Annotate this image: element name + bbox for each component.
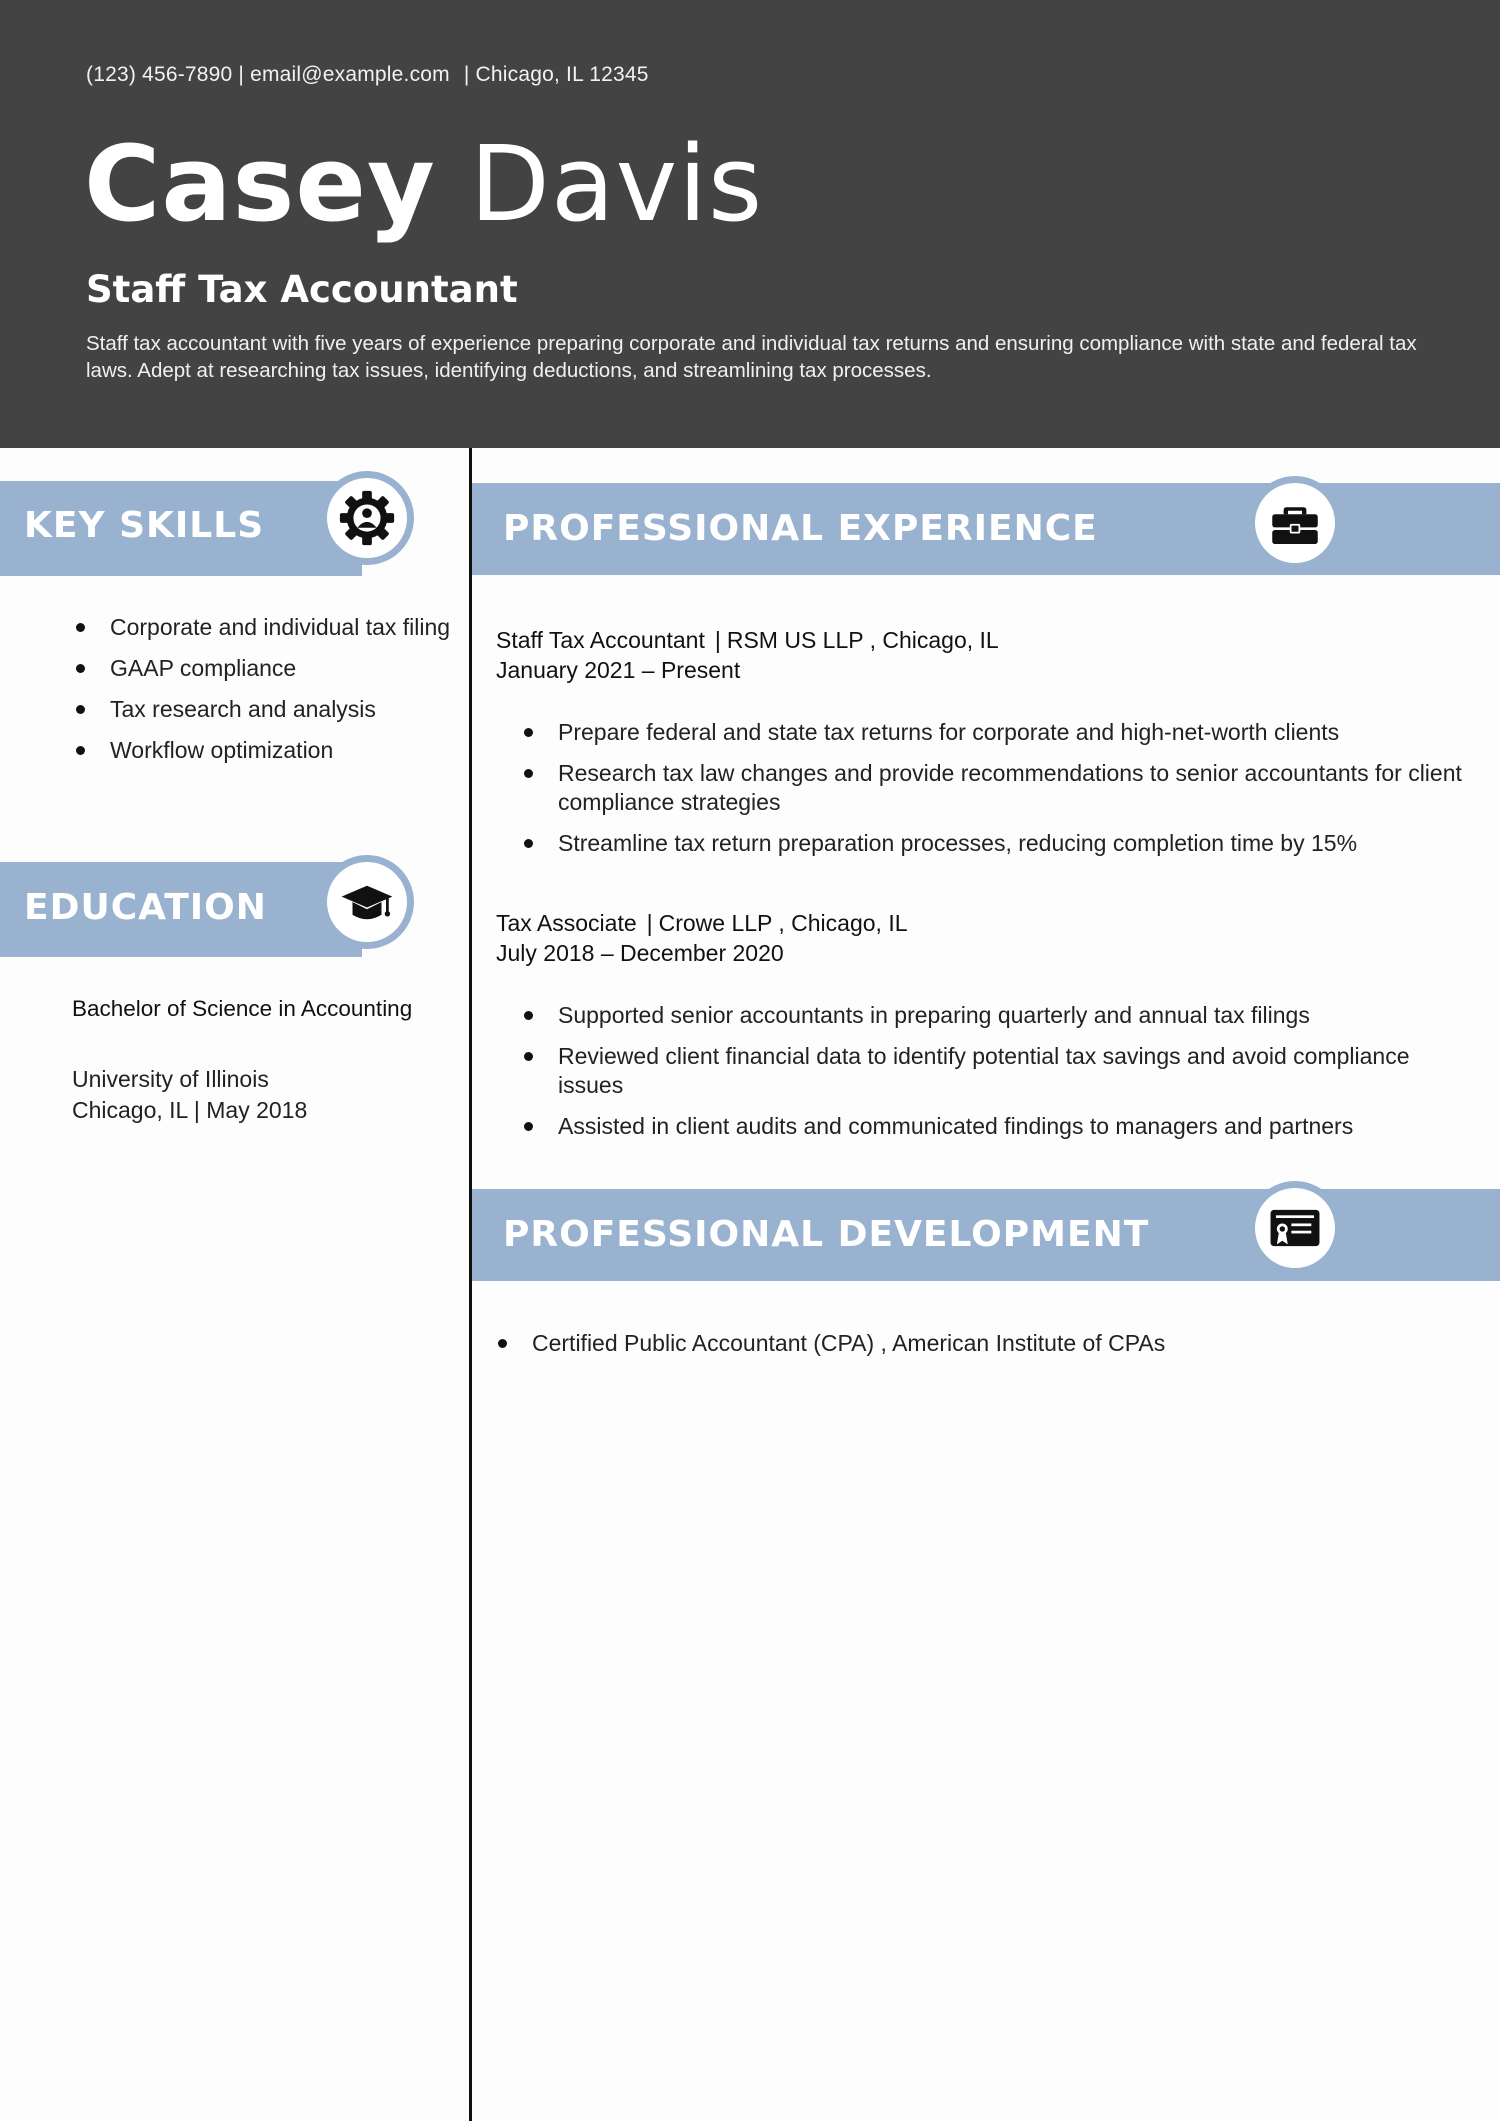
gear-person-icon <box>327 478 407 558</box>
job-header <box>496 625 999 655</box>
job-title: Staff Tax Accountant <box>86 268 518 311</box>
job-company: RSM US LLP , Chicago, IL <box>726 627 999 653</box>
separator: | <box>714 627 721 653</box>
job-dates: July 2018 – December 2020 <box>496 940 784 966</box>
skills-heading: KEY SKILLS <box>24 505 265 546</box>
separator: | <box>646 910 653 936</box>
education-location-date: Chicago, IL | May 2018 <box>72 1097 308 1123</box>
list-item: Streamline tax return preparation processes, reducing completion time by 15% <box>520 829 1480 858</box>
graduation-cap-icon <box>327 862 407 942</box>
skills-icon-badge <box>320 471 414 565</box>
list-item: GAAP compliance <box>72 653 452 683</box>
development-icon-badge <box>1248 1181 1342 1275</box>
resume-header <box>0 0 1500 448</box>
job-dates: January 2021 – Present <box>496 657 741 683</box>
contact-line <box>86 63 649 87</box>
email: email@example.com <box>250 63 450 86</box>
job-bullets <box>520 1001 1480 1153</box>
list-item: Corporate and individual tax filing <box>72 612 452 642</box>
separator: | <box>238 63 245 86</box>
job-bullets <box>520 718 1480 870</box>
education-degree: Bachelor of Science in Accounting <box>72 996 413 1021</box>
job-title: Staff Tax Accountant <box>496 627 705 653</box>
list-item: Tax research and analysis <box>72 694 452 724</box>
briefcase-icon <box>1255 483 1335 563</box>
list-item: Assisted in client audits and communicated findings to managers and partners <box>520 1112 1480 1141</box>
development-heading: PROFESSIONAL DEVELOPMENT <box>503 1214 1150 1255</box>
skills-list <box>72 612 452 776</box>
last-name: Davis <box>469 123 764 245</box>
experience-icon-badge <box>1248 476 1342 570</box>
job-header <box>496 908 908 938</box>
separator: | <box>463 63 470 86</box>
column-divider <box>469 448 472 2121</box>
job-title: Tax Associate <box>496 910 637 936</box>
development-list <box>494 1328 1454 1358</box>
education-school: University of Illinois <box>72 1066 269 1092</box>
location: Chicago, IL 12345 <box>475 63 649 86</box>
list-item: Prepare federal and state tax returns for corporate and high-net-worth clients <box>520 718 1480 747</box>
job-company: Crowe LLP , Chicago, IL <box>658 910 908 936</box>
phone: (123) 456-7890 <box>86 63 233 86</box>
summary: Staff tax accountant with five years of experience preparing corporate and individual tax returns and ensuring compliance with state and federal tax laws. Adept at researching tax issues, identifying deductions, and streamlining tax processes. <box>86 332 1417 382</box>
education-details <box>72 1064 307 1126</box>
list-item: Supported senior accountants in preparing quarterly and annual tax filings <box>520 1001 1480 1030</box>
list-item: Reviewed client financial data to identify potential tax savings and avoid compliance issues <box>520 1042 1480 1100</box>
list-item: Research tax law changes and provide recommendations to senior accountants for client compliance strategies <box>520 759 1480 817</box>
education-icon-badge <box>320 855 414 949</box>
first-name: Casey <box>84 123 436 245</box>
candidate-name <box>84 123 764 245</box>
education-heading: EDUCATION <box>24 887 267 928</box>
experience-heading: PROFESSIONAL EXPERIENCE <box>503 508 1098 549</box>
list-item: Workflow optimization <box>72 735 452 765</box>
list-item: Certified Public Accountant (CPA) , American Institute of CPAs <box>494 1328 1454 1358</box>
certificate-icon <box>1255 1188 1335 1268</box>
